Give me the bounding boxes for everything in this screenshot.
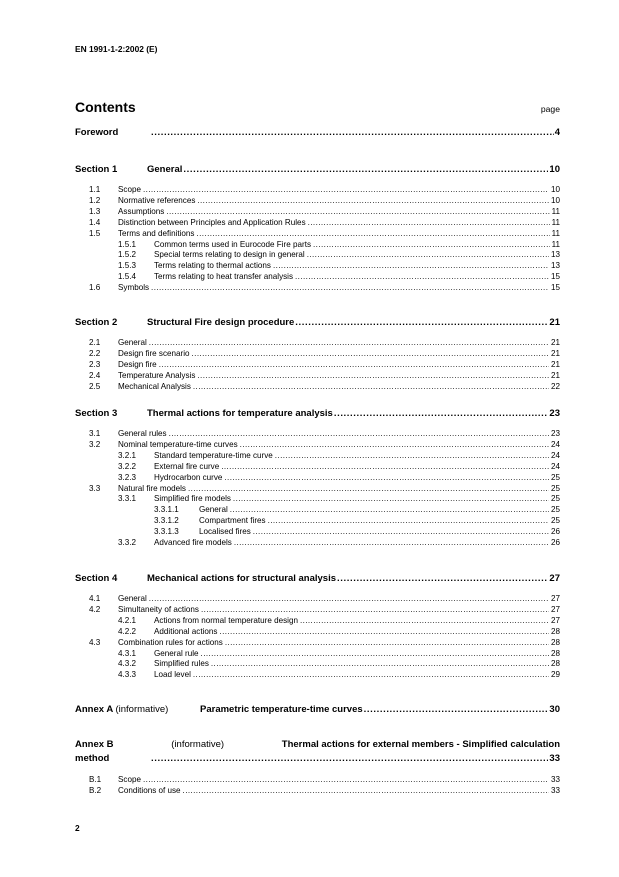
toc-entry-page: 21	[550, 360, 560, 369]
toc-entry-title: General	[199, 505, 228, 514]
toc-entry-number: 1.1	[89, 185, 101, 194]
toc-entry-title: Symbols	[118, 283, 150, 292]
toc-entry-page: 13	[550, 261, 560, 270]
toc-entry[interactable]	[0, 669, 619, 680]
toc-entry-title: Actions from normal temperature design	[154, 616, 298, 625]
toc-section-number: Section 4	[75, 573, 118, 584]
toc-entry-title: Temperature Analysis	[118, 371, 196, 380]
toc-entry-title: Localised fires	[199, 527, 251, 536]
toc-entry-title: Scope	[118, 775, 141, 784]
toc-entry-number: 4.3.1	[118, 649, 137, 658]
toc-entry[interactable]	[0, 615, 619, 626]
toc-entry[interactable]	[0, 282, 619, 293]
toc-entry-title: Natural fire models	[118, 484, 186, 493]
toc-entry-number: 3.2.3	[118, 473, 137, 482]
toc-entry[interactable]	[0, 515, 619, 526]
toc-entry-page: 26	[550, 538, 560, 547]
toc-entry[interactable]	[0, 450, 619, 461]
toc-entry-page: 13	[550, 250, 560, 259]
toc-entry-number: 4.2.2	[118, 627, 137, 636]
toc-entry-number: 3.2.1	[118, 451, 137, 460]
toc-section[interactable]	[0, 163, 619, 177]
toc-entry-page: 27	[550, 594, 560, 603]
toc-entry-number: 1.6	[89, 283, 101, 292]
annex-a-title: Parametric temperature-time curves	[200, 704, 363, 715]
annex-b-title-cont: method	[75, 753, 110, 764]
document-id: EN 1991-1-2:2002 (E)	[75, 44, 158, 54]
toc-entry-number: 3.3	[89, 484, 101, 493]
toc-entry[interactable]	[0, 504, 619, 515]
toc-entry-title: Standard temperature-time curve	[154, 451, 273, 460]
toc-section-title: Mechanical actions for structural analysis	[147, 573, 337, 584]
toc-entry-page: 27	[550, 605, 560, 614]
page-number: 2	[75, 823, 80, 833]
toc-entry-number: 2.4	[89, 371, 101, 380]
toc-entry[interactable]	[0, 428, 619, 439]
toc-entry-page: 28	[550, 649, 560, 658]
toc-entry-title: Terms relating to thermal actions	[154, 261, 271, 270]
toc-entry[interactable]	[0, 526, 619, 537]
toc-entry-page: 25	[550, 505, 560, 514]
toc-entry[interactable]	[0, 658, 619, 669]
toc-entry-page: 10	[550, 196, 560, 205]
toc-entry-number: 1.5.2	[118, 250, 137, 259]
toc-entry-number: 2.2	[89, 349, 101, 358]
toc-entry-number: 1.5.4	[118, 272, 137, 281]
toc-annex-a[interactable]	[0, 703, 619, 717]
annex-a-page: 30	[549, 704, 560, 715]
toc-entry-title: General	[118, 338, 147, 347]
toc-entry[interactable]	[0, 381, 619, 392]
toc-entry[interactable]	[0, 249, 619, 260]
toc-entry[interactable]	[0, 785, 619, 796]
toc-entry[interactable]	[0, 217, 619, 228]
toc-entry-page: 29	[550, 670, 560, 679]
annex-a-tag: (informative)	[115, 704, 169, 715]
toc-section[interactable]	[0, 316, 619, 330]
toc-section-number: Section 2	[75, 317, 118, 328]
toc-entry-page: 21	[550, 371, 560, 380]
toc-entry-page: 28	[550, 638, 560, 647]
toc-entry-number: 3.3.2	[118, 538, 137, 547]
toc-entry-number: 4.3.2	[118, 659, 137, 668]
toc-entry-page: 15	[550, 283, 560, 292]
toc-entry-number: 2.3	[89, 360, 101, 369]
toc-entry-page: 23	[550, 429, 560, 438]
toc-entry-number: 3.3.1.1	[154, 505, 179, 514]
toc-entry-number: 2.1	[89, 338, 101, 347]
toc-entry-page: 33	[550, 786, 560, 795]
toc-entry-title: Conditions of use	[118, 786, 181, 795]
foreword-page: 4	[554, 127, 560, 138]
toc-entry-page: 11	[551, 229, 560, 238]
toc-annex-b-cont[interactable]	[0, 752, 619, 766]
toc-entry-page: 11	[551, 218, 560, 227]
toc-section-title: General	[147, 164, 183, 175]
toc-entry[interactable]	[0, 260, 619, 271]
toc-entry-title: Simultaneity of actions	[118, 605, 199, 614]
toc-entry[interactable]	[0, 348, 619, 359]
toc-entry[interactable]	[0, 604, 619, 615]
toc-entry[interactable]	[0, 537, 619, 548]
toc-entry-page: 33	[550, 775, 560, 784]
toc-entry-title: General rule	[154, 649, 199, 658]
toc-entry-number: 2.5	[89, 382, 101, 391]
toc-section[interactable]	[0, 407, 619, 421]
toc-entry-title: Common terms used in Eurocode Fire parts	[154, 240, 311, 249]
toc-section-number: Section 1	[75, 164, 118, 175]
toc-section-page: 10	[549, 164, 560, 175]
toc-entry-number: 4.2	[89, 605, 101, 614]
toc-entry-title: Nominal temperature-time curves	[118, 440, 238, 449]
annex-a-label: Annex A	[75, 704, 113, 715]
toc-entry[interactable]	[0, 439, 619, 450]
toc-section-title: Structural Fire design procedure	[147, 317, 295, 328]
toc-entry-page: 25	[550, 473, 560, 482]
toc-entry-number: 3.2	[89, 440, 101, 449]
toc-entry-title: External fire curve	[154, 462, 220, 471]
toc-entry-number: 4.1	[89, 594, 101, 603]
toc-entry-page: 24	[550, 462, 560, 471]
toc-entry-number: 4.3.3	[118, 670, 137, 679]
toc-foreword[interactable]	[0, 126, 619, 140]
toc-section-title: Thermal actions for temperature analysis	[147, 408, 333, 419]
toc-entry-page: 22	[550, 382, 560, 391]
toc-entry-number: 1.3	[89, 207, 101, 216]
toc-entry[interactable]	[0, 472, 619, 483]
toc-entry-title: Additional actions	[154, 627, 218, 636]
toc-entry-title: Terms and definitions	[118, 229, 195, 238]
toc-entry[interactable]	[0, 593, 619, 604]
toc-entry[interactable]	[0, 337, 619, 348]
toc-entry-page: 24	[550, 440, 560, 449]
foreword-label: Foreword	[75, 127, 119, 138]
toc-entry[interactable]	[0, 359, 619, 370]
toc-entry[interactable]	[0, 184, 619, 195]
annex-b-label: Annex B	[75, 739, 114, 750]
toc-entry-page: 11	[551, 240, 560, 249]
toc-entry[interactable]	[0, 195, 619, 206]
toc-entry-number: 3.1	[89, 429, 101, 438]
toc-entry[interactable]	[0, 370, 619, 381]
toc-entry-page: 24	[550, 451, 560, 460]
toc-section-page: 23	[549, 408, 560, 419]
toc-entry-page: 25	[550, 516, 560, 525]
toc-entry-title: Normative references	[118, 196, 196, 205]
toc-entry-page: 25	[550, 494, 560, 503]
toc-entry[interactable]	[0, 493, 619, 504]
toc-entry[interactable]	[0, 461, 619, 472]
toc-entry-title: Scope	[118, 185, 141, 194]
toc-entry-number: B.2	[89, 786, 102, 795]
toc-entry-title: Assumptions	[118, 207, 165, 216]
toc-entry-number: 1.5.1	[118, 240, 137, 249]
toc-entry-page: 10	[550, 185, 560, 194]
toc-entry-number: 3.3.1	[118, 494, 137, 503]
toc-entry-title: Terms relating to heat transfer analysis	[154, 272, 294, 281]
toc-entry-number: 1.5	[89, 229, 101, 238]
toc-section-page: 27	[549, 573, 560, 584]
toc-entry-number: 4.2.1	[118, 616, 137, 625]
toc-entry-title: Design fire scenario	[118, 349, 190, 358]
toc-entry-title: Distinction between Principles and Application Rules	[118, 218, 306, 227]
toc-entry-page: 11	[551, 207, 560, 216]
toc-entry-number: 3.3.1.3	[154, 527, 179, 536]
toc-entry[interactable]	[0, 271, 619, 282]
toc-entry-page: 25	[550, 484, 560, 493]
toc-entry-title: General rules	[118, 429, 167, 438]
toc-entry-title: Load level	[154, 670, 191, 679]
toc-entry[interactable]	[0, 206, 619, 217]
toc-entry-page: 28	[550, 627, 560, 636]
toc-entry-number: 1.4	[89, 218, 101, 227]
toc-entry-number: 4.3	[89, 638, 101, 647]
toc-entry-number: 3.2.2	[118, 462, 137, 471]
annex-b-tag: (informative)	[171, 739, 225, 750]
annex-b-title: Thermal actions for external members - Simplified calculation	[281, 739, 560, 750]
page-title: Contents	[75, 99, 136, 115]
toc-section[interactable]	[0, 572, 619, 586]
toc-entry-page: 27	[550, 616, 560, 625]
toc-entry-title: Simplified rules	[154, 659, 209, 668]
toc-entry-number: B.1	[89, 775, 102, 784]
toc-entry[interactable]	[0, 626, 619, 637]
toc-section-page: 21	[549, 317, 560, 328]
toc-entry-number: 1.2	[89, 196, 101, 205]
toc-entry-page: 15	[550, 272, 560, 281]
toc-entry-page: 21	[550, 338, 560, 347]
toc-entry[interactable]	[0, 774, 619, 785]
toc-entry-number: 1.5.3	[118, 261, 137, 270]
toc-entry-title: Special terms relating to design in general	[154, 250, 305, 259]
toc-entry-number: 3.3.1.2	[154, 516, 179, 525]
toc-annex-b[interactable]	[0, 738, 619, 752]
toc-entry-title: General	[118, 594, 147, 603]
annex-b-page: 33	[549, 753, 560, 764]
page-column-label: page	[540, 104, 560, 114]
toc-entry-page: 26	[550, 527, 560, 536]
toc-entry-title: Combination rules for actions	[118, 638, 223, 647]
toc-entry-title: Advanced fire models	[154, 538, 232, 547]
toc-entry-title: Compartment fires	[199, 516, 266, 525]
toc-entry-title: Hydrocarbon curve	[154, 473, 223, 482]
toc-entry-title: Mechanical Analysis	[118, 382, 191, 391]
toc-entry-title: Simplified fire models	[154, 494, 231, 503]
toc-entry[interactable]	[0, 637, 619, 648]
toc-section-number: Section 3	[75, 408, 118, 419]
toc-entry-page: 28	[550, 659, 560, 668]
toc-entry-title: Design fire	[118, 360, 157, 369]
toc-entry-page: 21	[550, 349, 560, 358]
toc-entry[interactable]	[0, 228, 619, 239]
